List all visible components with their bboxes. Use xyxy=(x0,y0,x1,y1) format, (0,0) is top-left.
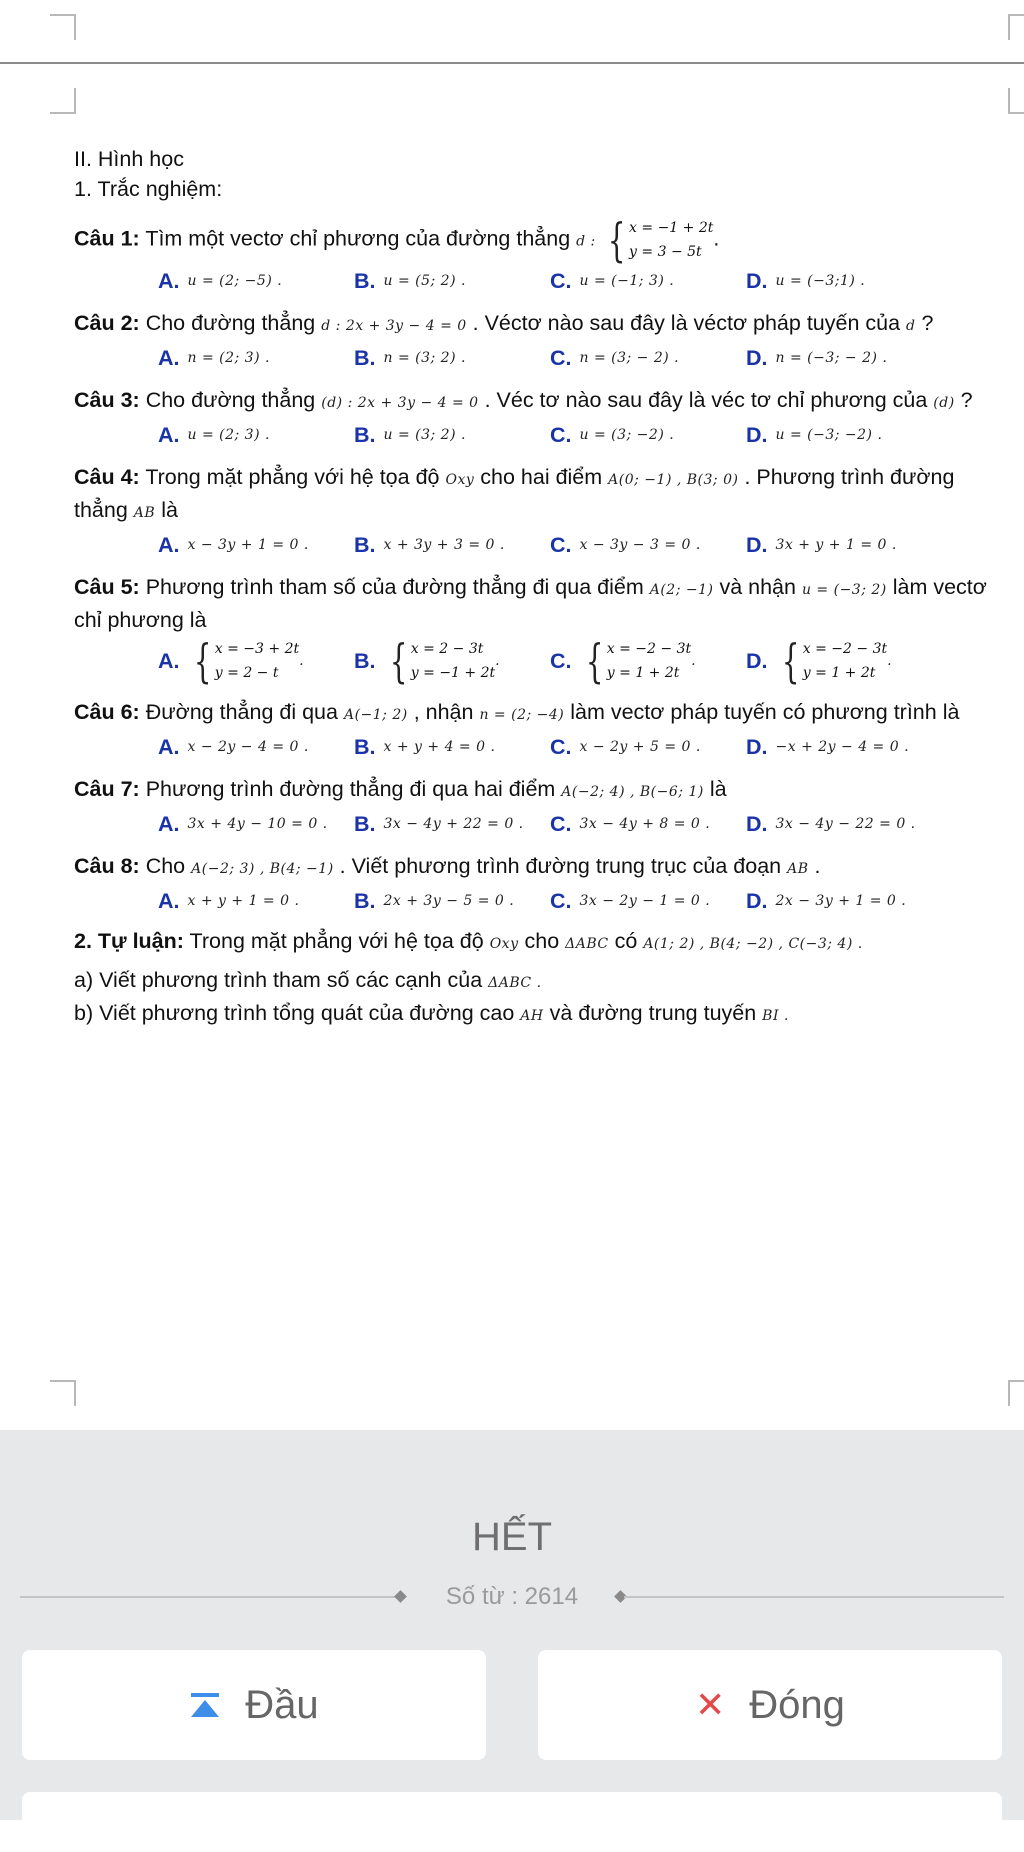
question-text-part: cho hai điểm xyxy=(480,465,603,489)
option-math: u = (−3; −2) . xyxy=(775,427,883,443)
option-math: 3x + y + 1 = 0 . xyxy=(775,537,897,553)
equation-row: x = −3 + 2t xyxy=(214,641,300,657)
question-block xyxy=(74,697,1010,762)
math-expression: A(0; −1) , B(3; 0) xyxy=(608,472,739,488)
option-label: B. xyxy=(354,533,376,557)
answer-option xyxy=(746,420,942,450)
option-label: C. xyxy=(550,812,572,836)
option-label: A. xyxy=(158,533,180,557)
answer-option xyxy=(550,886,746,916)
answer-option xyxy=(158,420,354,450)
question-number: Câu 5: xyxy=(74,575,140,599)
punctuation: . xyxy=(495,653,501,669)
answer-option xyxy=(746,530,942,560)
page-corner-mark xyxy=(50,88,76,114)
question-text-part: Cho xyxy=(145,854,186,878)
go-to-top-label: Đầu xyxy=(245,1682,319,1727)
question-text xyxy=(74,385,1010,418)
math-expression: (d) : 2x + 3y − 4 = 0 xyxy=(321,395,479,411)
essay-part-b-text: b) Viết phương trình tổng quát của đường cao xyxy=(74,1001,515,1025)
answer-option xyxy=(746,343,942,373)
option-math: x + 3y + 3 = 0 . xyxy=(383,537,505,553)
option-label: B. xyxy=(354,735,376,759)
option-math: x − 3y − 3 = 0 . xyxy=(579,537,701,553)
question-text-part: . xyxy=(713,226,720,251)
answer-option xyxy=(158,886,354,916)
math-expression: d : 2x + 3y − 4 = 0 xyxy=(321,318,467,334)
question-text-part: ? xyxy=(921,311,934,335)
answer-option xyxy=(158,732,354,762)
option-label: B. xyxy=(354,889,376,913)
answer-option xyxy=(550,266,746,296)
equation-row: y = 3 − 5t xyxy=(629,244,702,260)
page-corner-mark xyxy=(50,14,76,40)
option-math: 3x − 2y − 1 = 0 . xyxy=(579,893,711,909)
option-label: D. xyxy=(746,649,768,673)
math-expression: d xyxy=(906,318,916,334)
answer-option xyxy=(746,732,942,762)
option-label: A. xyxy=(158,269,180,293)
essay-section xyxy=(74,926,1010,1031)
answer-option xyxy=(550,343,746,373)
option-math: u = (3; −2) . xyxy=(579,427,675,443)
question-number: Câu 1: xyxy=(74,226,140,251)
essay-part-b-text: và đường trung tuyến xyxy=(549,1001,757,1025)
math-expression: Oxy xyxy=(445,472,475,488)
answer-option xyxy=(354,530,550,560)
page-corner-mark xyxy=(1008,88,1024,114)
option-label: D. xyxy=(746,533,768,557)
option-math: n = (2; 3) . xyxy=(187,350,270,366)
punctuation: . xyxy=(299,653,305,669)
essay-text: Trong mặt phẳng với hệ tọa độ xyxy=(189,929,484,953)
equation-row: y = −1 + 2t xyxy=(410,665,496,681)
question-number: Câu 4: xyxy=(74,465,140,489)
question-text-part: làm vectơ pháp tuyến có phương trình là xyxy=(570,700,960,724)
question-text-part: Phương trình đường thẳng đi qua hai điểm xyxy=(145,777,556,801)
essay-part-a-text: a) Viết phương trình tham số các cạnh của xyxy=(74,968,483,992)
brace-icon: { xyxy=(781,634,799,688)
word-count: Số từ : 2614 xyxy=(445,1583,579,1610)
end-title: HẾT xyxy=(472,1515,552,1559)
question-text-part: . Véc tơ nào sau đây là véc tơ chỉ phương của xyxy=(484,388,928,412)
answer-option xyxy=(746,886,942,916)
essay-math: A(1; 2) , B(4; −2) , C(−3; 4) . xyxy=(643,936,863,952)
question-text-part: là xyxy=(161,498,178,522)
page-corner-mark xyxy=(1008,1380,1024,1406)
essay-math: ΔABC xyxy=(565,936,609,952)
answer-option xyxy=(354,634,550,688)
subsection-title: 1. Trắc nghiệm: xyxy=(74,177,223,201)
option-label: A. xyxy=(158,889,180,913)
question-number: Câu 3: xyxy=(74,388,140,412)
option-label: C. xyxy=(550,423,572,447)
equation-row: x = −2 − 3t xyxy=(802,641,888,657)
answer-options xyxy=(74,732,1010,762)
option-math: u = (5; 2) . xyxy=(383,273,466,289)
close-icon: ✕ xyxy=(695,1684,726,1725)
question-text xyxy=(74,572,1010,635)
option-label: B. xyxy=(354,649,376,673)
brace-icon: { xyxy=(607,213,626,267)
option-label: A. xyxy=(158,649,180,673)
option-math: n = (3; 2) . xyxy=(383,350,466,366)
question-text-part: Cho đường thẳng xyxy=(145,311,316,335)
question-text xyxy=(74,774,1010,807)
question-number: Câu 6: xyxy=(74,700,140,724)
answer-option xyxy=(550,530,746,560)
answer-option xyxy=(158,266,354,296)
math-expression: A(−2; 3) , B(4; −1) xyxy=(191,861,334,877)
equation-row: y = 1 + 2t xyxy=(606,665,680,681)
equation-row: x = −2 − 3t xyxy=(606,641,692,657)
option-math: u = (−3;1) . xyxy=(775,273,866,289)
divider xyxy=(624,1596,1004,1598)
page-separator xyxy=(0,62,1024,64)
option-math: x + y + 4 = 0 . xyxy=(383,739,496,755)
next-card xyxy=(22,1792,1002,1852)
question-text-part: là xyxy=(709,777,727,801)
option-label: C. xyxy=(550,889,572,913)
option-math: u = (2; 3) . xyxy=(187,427,270,443)
answer-options xyxy=(74,886,1010,916)
option-label: D. xyxy=(746,423,768,447)
math-expression: AB xyxy=(133,505,156,521)
option-label: C. xyxy=(550,735,572,759)
equation-row: y = 2 − t xyxy=(214,665,279,681)
answer-option xyxy=(746,809,942,839)
equation-system xyxy=(188,634,305,688)
arrow-top-icon xyxy=(189,1689,221,1721)
essay-math: ΔABC . xyxy=(488,975,542,991)
option-label: C. xyxy=(550,346,572,370)
answer-option xyxy=(158,343,354,373)
close-button[interactable] xyxy=(538,1650,1002,1760)
question-text-part: . Phương trình đường thẳng xyxy=(74,465,955,522)
punctuation: . xyxy=(887,653,893,669)
math-expression: d : xyxy=(576,233,596,250)
document-body xyxy=(74,144,1010,1031)
question-text-part: làm vectơ chỉ phương là xyxy=(74,575,987,632)
option-math: n = (3; − 2) . xyxy=(579,350,680,366)
page-corner-mark xyxy=(50,1380,76,1406)
option-math: 3x + 4y − 10 = 0 . xyxy=(187,816,328,832)
math-expression: A(−1; 2) xyxy=(343,707,408,723)
answer-option xyxy=(354,732,550,762)
option-math: u = (3; 2) . xyxy=(383,427,466,443)
equation-system xyxy=(384,634,501,688)
equation-row: x = −1 + 2t xyxy=(629,220,714,236)
answer-option xyxy=(158,530,354,560)
option-label: D. xyxy=(746,346,768,370)
question-text xyxy=(74,851,1010,884)
question-block xyxy=(74,385,1010,450)
page-corner-mark xyxy=(1008,14,1024,40)
essay-text: cho xyxy=(524,929,560,953)
answer-option xyxy=(550,732,746,762)
brace-icon: { xyxy=(389,634,407,688)
equation-row: y = 1 + 2t xyxy=(802,665,876,681)
question-number: Câu 8: xyxy=(74,854,140,878)
essay-part-b xyxy=(74,998,1010,1031)
option-math: x − 2y + 5 = 0 . xyxy=(579,739,701,755)
essay-math: Oxy xyxy=(489,936,519,952)
answer-options xyxy=(74,420,1010,450)
option-math: n = (−3; − 2) . xyxy=(775,350,888,366)
question-text-part: Phương trình tham số của đường thẳng đi qua điểm xyxy=(145,575,644,599)
brace-icon: { xyxy=(193,634,211,688)
option-math: 3x − 4y − 22 = 0 . xyxy=(775,816,916,832)
option-label: D. xyxy=(746,889,768,913)
math-expression: u = (−3; 2) xyxy=(801,582,887,598)
question-text xyxy=(74,308,1010,341)
question-number: Câu 7: xyxy=(74,777,140,801)
answer-option xyxy=(354,809,550,839)
question-text-part: . Véctơ nào sau đây là véctơ pháp tuyến của xyxy=(472,311,901,335)
question-text-part: Tìm một vectơ chỉ phương của đường thẳng xyxy=(145,226,571,251)
option-math: x + y + 1 = 0 . xyxy=(187,893,300,909)
question-text-part: ? xyxy=(960,388,973,412)
question-text-part: Trong mặt phẳng với hệ tọa độ xyxy=(145,465,440,489)
question-text-part: và nhận xyxy=(719,575,796,599)
option-math: x − 3y + 1 = 0 . xyxy=(187,537,309,553)
option-label: B. xyxy=(354,269,376,293)
option-math: u = (2; −5) . xyxy=(187,273,283,289)
option-label: B. xyxy=(354,423,376,447)
answer-options xyxy=(74,343,1010,373)
question-number: Câu 2: xyxy=(74,311,140,335)
answer-options xyxy=(74,634,1010,688)
answer-option xyxy=(746,634,942,688)
option-math: 3x − 4y + 22 = 0 . xyxy=(383,816,524,832)
answer-option xyxy=(354,420,550,450)
question-text-part: Đường thẳng đi qua xyxy=(145,700,338,724)
option-label: C. xyxy=(550,533,572,557)
answer-option xyxy=(158,634,354,688)
option-label: C. xyxy=(550,649,572,673)
equation-system xyxy=(776,634,893,688)
math-expression: (d) xyxy=(933,395,955,411)
answer-options xyxy=(74,266,1010,296)
punctuation: . xyxy=(691,653,697,669)
answer-options xyxy=(74,809,1010,839)
answer-option xyxy=(746,266,942,296)
option-label: A. xyxy=(158,423,180,447)
option-label: D. xyxy=(746,812,768,836)
section-title: II. Hình học xyxy=(74,147,184,171)
math-expression: n = (2; −4) xyxy=(479,707,565,723)
answer-option xyxy=(158,809,354,839)
option-label: A. xyxy=(158,735,180,759)
option-math: 2x − 3y + 1 = 0 . xyxy=(775,893,907,909)
answer-option xyxy=(550,420,746,450)
question-list xyxy=(74,213,1010,916)
essay-part-a xyxy=(74,965,1010,998)
answer-option xyxy=(354,266,550,296)
question-block xyxy=(74,851,1010,916)
essay-math: BI . xyxy=(762,1008,789,1024)
math-expression: A(2; −1) xyxy=(649,582,714,598)
word-count-row xyxy=(20,1582,1004,1612)
question-block xyxy=(74,462,1010,560)
equation-system xyxy=(602,213,714,267)
brace-icon: { xyxy=(585,634,603,688)
close-label: Đóng xyxy=(749,1682,845,1727)
option-math: 2x + 3y − 5 = 0 . xyxy=(383,893,515,909)
question-text xyxy=(74,213,1010,267)
answer-option xyxy=(550,809,746,839)
essay-heading: 2. Tự luận: xyxy=(74,929,184,953)
option-math: 3x − 4y + 8 = 0 . xyxy=(579,816,711,832)
equation-system xyxy=(580,634,697,688)
answer-option xyxy=(354,886,550,916)
question-text-part: . xyxy=(814,854,821,878)
option-label: C. xyxy=(550,269,572,293)
question-block xyxy=(74,774,1010,839)
math-expression: A(−2; 4) , B(−6; 1) xyxy=(561,784,704,800)
question-text-part: , nhận xyxy=(413,700,474,724)
option-label: D. xyxy=(746,735,768,759)
answer-option xyxy=(550,634,746,688)
question-text xyxy=(74,462,1010,528)
question-text-part: Cho đường thẳng xyxy=(145,388,316,412)
option-label: A. xyxy=(158,812,180,836)
go-to-top-button[interactable] xyxy=(22,1650,486,1760)
essay-text: có xyxy=(614,929,638,953)
option-label: B. xyxy=(354,812,376,836)
question-block xyxy=(74,213,1010,296)
essay-math: AH xyxy=(520,1008,544,1024)
option-label: B. xyxy=(354,346,376,370)
option-label: A. xyxy=(158,346,180,370)
question-block xyxy=(74,308,1010,373)
answer-option xyxy=(354,343,550,373)
question-text xyxy=(74,697,1010,730)
option-label: D. xyxy=(746,269,768,293)
question-text-part: . Viết phương trình đường trung trục của đoạn xyxy=(339,854,782,878)
math-expression: AB xyxy=(787,861,809,877)
option-math: −x + 2y − 4 = 0 . xyxy=(775,739,910,755)
equation-row: x = 2 − 3t xyxy=(410,641,484,657)
answer-options xyxy=(74,530,1010,560)
option-math: x − 2y − 4 = 0 . xyxy=(187,739,309,755)
question-block xyxy=(74,572,1010,688)
essay-intro xyxy=(74,926,1010,959)
option-math: u = (−1; 3) . xyxy=(579,273,675,289)
reader-footer xyxy=(0,1430,1024,1820)
